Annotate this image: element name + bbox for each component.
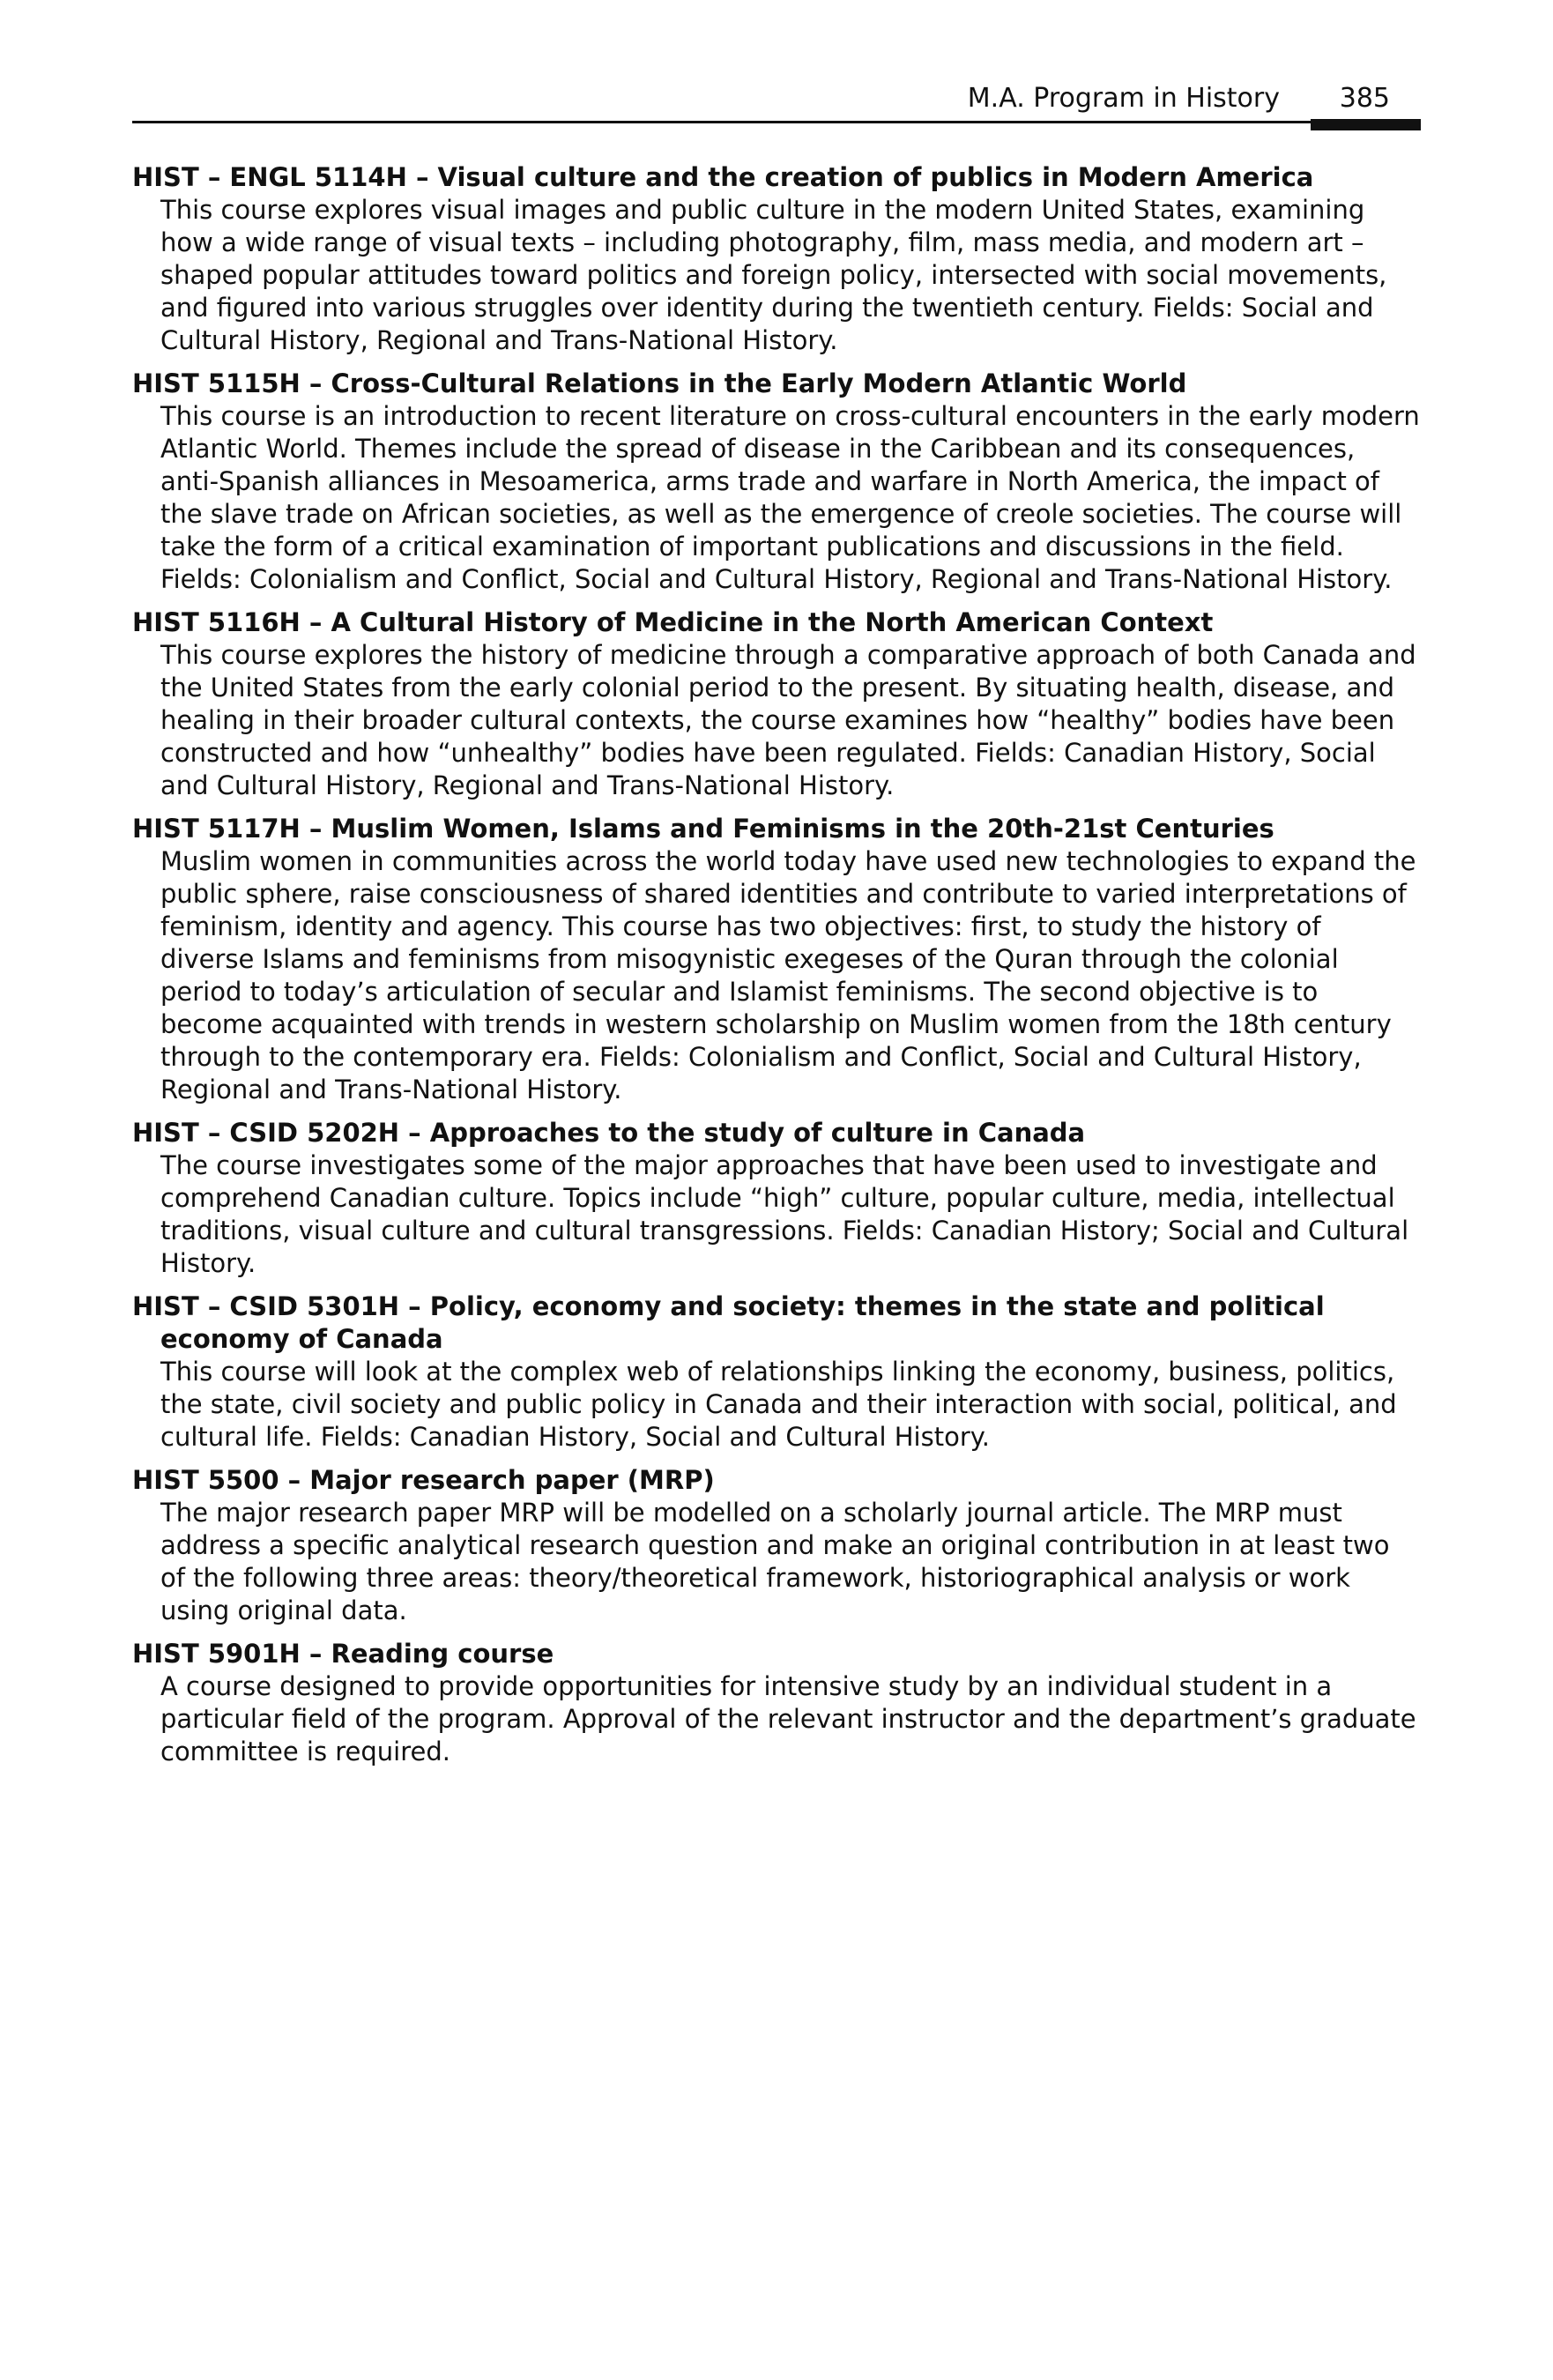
course-entry (132, 606, 1421, 802)
course-entry (132, 1464, 1421, 1627)
course-title: HIST – CSID 5301H – Policy, economy and society: themes in the state and political economy of Canada (132, 1291, 1325, 1354)
course-entry (132, 161, 1421, 357)
course-entry (132, 1290, 1421, 1454)
course-description: This course is an introduction to recent literature on cross-cultural encounters in the early modern Atlantic World. Themes include the spread of disease in the Caribbean and its consequences, anti-Spanish alliances in Mesoamerica, arms trade and warfare in North America, the impact of the slave trade on African societies, as well as the emergence of creole societies. The course will take the form of a critical examination of important publications and discussions in the field. Fields: Colonialism and Conflict, Social and Cultural History, Regional and Trans-National History. (160, 401, 1420, 594)
course-description: The major research paper MRP will be modelled on a scholarly journal article. The MRP must address a specific analytical research question and make an original contribution in at least two of the following three areas: theory/theoretical framework, historiographical analysis or work using original data. (160, 1498, 1390, 1625)
header-rule (132, 121, 1421, 123)
page-header (132, 79, 1421, 132)
course-description: The course investigates some of the major approaches that have been used to investigate and comprehend Canadian culture. Topics include “high” culture, popular culture, media, intellectual traditions, visual culture and cultural transgressions. Fields: Canadian History; Social and Cultural History. (160, 1150, 1409, 1278)
course-title: HIST – CSID 5202H – Approaches to the study of culture in Canada (132, 1118, 1086, 1148)
course-description: A course designed to provide opportunities for intensive study by an individual student in a particular field of the program. Approval of the relevant instructor and the department’s graduate committee is required. (160, 1671, 1416, 1766)
course-title: HIST 5500 – Major research paper (MRP) (132, 1465, 715, 1495)
header-tab-bar (1311, 119, 1421, 130)
course-title: HIST 5115H – Cross-Cultural Relations in the Early Modern Atlantic World (132, 368, 1187, 398)
course-description: This course will look at the complex web of relationships linking the economy, business, politics, the state, civil society and public policy in Canada and their interaction with social, political, and cultural life. Fields: Canadian History, Social and Cultural History. (160, 1357, 1397, 1452)
course-description: This course explores visual images and public culture in the modern United States, examining how a wide range of visual texts – including photography, film, mass media, and modern art – shaped popular attitudes toward politics and foreign policy, intersected with social movements, and figured into various struggles over identity during the twentieth century. Fields: Social and Cultural History, Regional and Trans-National History. (160, 195, 1387, 355)
page-number: 385 (1339, 83, 1390, 114)
course-entry (132, 1638, 1421, 1768)
course-title: HIST 5116H – A Cultural History of Medicine in the North American Context (132, 607, 1214, 637)
course-title: HIST – ENGL 5114H – Visual culture and the creation of publics in Modern America (132, 162, 1314, 192)
course-entry (132, 1117, 1421, 1280)
course-entry (132, 368, 1421, 596)
course-title: HIST 5901H – Reading course (132, 1639, 554, 1669)
course-description: Muslim women in communities across the world today have used new technologies to expand the public sphere, raise consciousness of shared identities and contribute to varied interpretations of feminism, identity and agency. This course has two objectives: first, to study the history of diverse Islams and feminisms from misogynistic exegeses of the Quran through the colonial period to today’s articulation of secular and Islamist feminisms. The second objective is to become acquainted with trends in western scholarship on Muslim women from the 18th century through to the contemporary era. Fields: Colonialism and Conflict, Social and Cultural History, Regional and Trans-National History. (160, 846, 1416, 1104)
course-entry (132, 813, 1421, 1106)
course-list (132, 161, 1421, 1779)
running-title: M.A. Program in History (967, 83, 1280, 114)
course-description: This course explores the history of medicine through a comparative approach of both Canada and the United States from the early colonial period to the present. By situating health, disease, and healing in their broader cultural contexts, the course examines how “healthy” bodies have been constructed and how “unhealthy” bodies have been regulated. Fields: Canadian History, Social and Cultural History, Regional and Trans-National History. (160, 640, 1416, 800)
course-title: HIST 5117H – Muslim Women, Islams and Feminisms in the 20th-21st Centuries (132, 814, 1274, 844)
